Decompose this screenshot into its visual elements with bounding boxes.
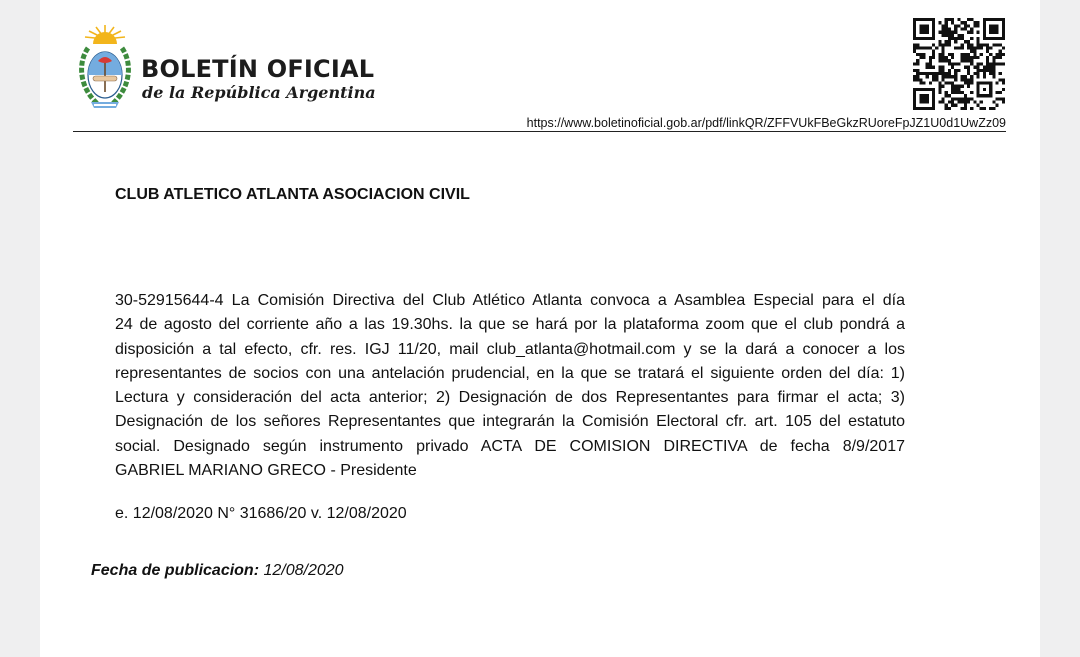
notice-body	[115, 289, 905, 483]
notice-line: 24 de agosto del corriente año a las 19.30hs. la que se hará por la plataforma zoom que el club pondrá a	[115, 316, 905, 334]
notice-line: GABRIEL MARIANO GRECO - Presidente	[115, 462, 417, 480]
argentina-coat-of-arms-icon	[74, 22, 136, 118]
publication-date-value: 12/08/2020	[263, 562, 344, 579]
notice-heading: CLUB ATLETICO ATLANTA ASOCIACION CIVIL	[115, 186, 470, 203]
document-page	[40, 0, 1040, 657]
notice-line: representantes de socios con una antelación prudencial, en la que se tratará el siguiente orden del día: 1)	[115, 364, 905, 382]
qr-code-icon	[913, 18, 1005, 110]
notice-line: disposición a tal efecto, cfr. res. IGJ 11/20, mail club_atlanta@hotmail.com y se la dará a conocer a los	[115, 340, 905, 358]
notice-line: Designación de los señores Representantes que integrarán la Comisión Electoral cfr. art. 105 del estatuto	[115, 413, 905, 431]
publication-date-label: Fecha de publicacion:	[91, 562, 260, 579]
notice-line: social. Designado según instrumento privado ACTA DE COMISION DIRECTIVA de fecha 8/9/2017	[115, 437, 905, 455]
publication-date	[91, 562, 344, 580]
notice-line: 30-52915644-4 La Comisión Directiva del Club Atlético Atlanta convoca a Asamblea Especial para el día	[115, 292, 905, 309]
edition-reference: e. 12/08/2020 N° 31686/20 v. 12/08/2020	[115, 505, 407, 522]
publication-subtitle: de la República Argentina	[142, 83, 376, 102]
qr-link-url[interactable]: https://www.boletinoficial.gob.ar/pdf/linkQR/ZFFVUkFBeGkzRUoreFpJZ1U0d1UwZz09	[526, 116, 1006, 130]
notice-line: Lectura y consideración del acta anterior; 2) Designación de dos Representantes para firmar el acta; 3)	[115, 389, 905, 407]
header-divider	[73, 131, 1006, 132]
publication-title: BOLETÍN OFICIAL	[141, 55, 375, 83]
